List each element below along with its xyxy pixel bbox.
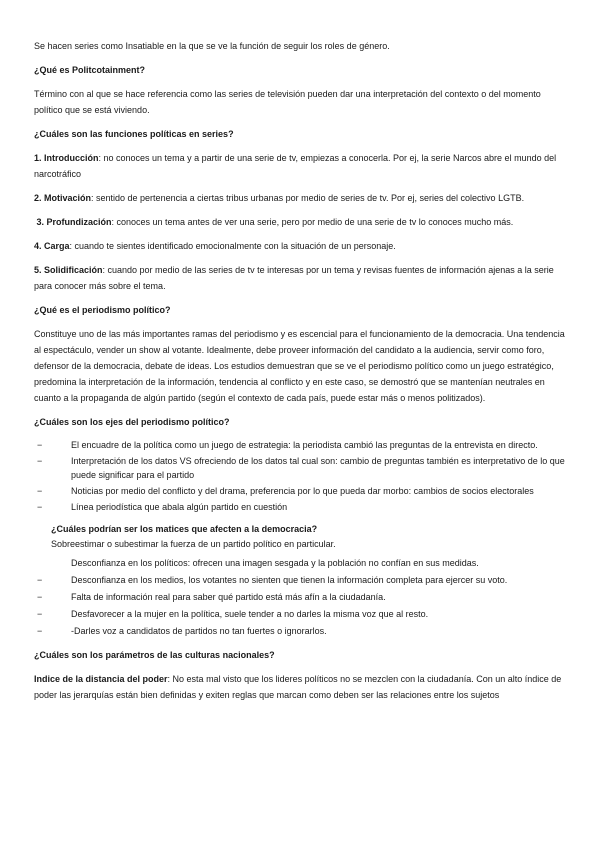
list-item: − El encuadre de la política como un juego de estrategia: la periodista cambió las preguntas de la entrevista en directo. bbox=[37, 440, 538, 450]
funcion-item bbox=[34, 262, 569, 294]
dash-marker: − bbox=[37, 440, 43, 450]
question-matices: ¿Cuáles podrían ser los matices que afecten a la democracia? bbox=[51, 524, 318, 534]
matices-section bbox=[34, 522, 569, 552]
funcion-text: : no conoces un tema y a partir de una serie de tv, empiezas a conocerla. Por ej, la serie Narcos abre el mundo del narcotráfico bbox=[34, 153, 557, 179]
funcion-text: : cuando por medio de las series de tv te interesas por un tema y revisas fuentes de información ajenas a la serie para conocer más sobre el tema. bbox=[34, 265, 554, 291]
question-politcotainment: ¿Qué es Politcotainment? bbox=[34, 65, 146, 75]
list-item: − -Darles voz a candidatos de partidos no tan fuertes o ignorarlos. bbox=[37, 626, 327, 636]
intro-paragraph: Se hacen series como Insatiable en la que se ve la función de seguir los roles de género. bbox=[34, 41, 390, 51]
funciones-list bbox=[34, 150, 569, 294]
funcion-label: 2. Motivación bbox=[34, 193, 92, 203]
list-item: − Interpretación de los datos VS ofreciendo de los datos tal cual son: cambio de preguntas también es interpretativo de lo que puede significar para el partido bbox=[37, 456, 565, 480]
list-item: − Desfavorecer a la mujer en la política, suele tender a no darles la misma voz que al resto. bbox=[37, 609, 429, 619]
question-ejes: ¿Cuáles son los ejes del periodismo político? bbox=[34, 417, 230, 427]
dash-marker: − bbox=[37, 486, 43, 496]
answer-politcotainment: Término con al que se hace referencia como las series de televisión pueden dar una interpretación del contexto o del momento político que se está viviendo. bbox=[34, 89, 541, 115]
funcion-label: 1. Introducción bbox=[34, 153, 99, 163]
list-item: − Desconfianza en los medios, los votantes no sienten que tienen la información completa para ejercer su voto. bbox=[37, 575, 508, 585]
ejes-list bbox=[34, 438, 569, 514]
dash-marker: − bbox=[37, 502, 43, 512]
funcion-item bbox=[34, 238, 569, 254]
funcion-label: 4. Carga bbox=[34, 241, 70, 251]
funcion-item bbox=[34, 150, 569, 182]
funcion-text: : cuando te sientes identificado emocionalmente con la situación de un personaje. bbox=[69, 241, 396, 251]
answer-parametros bbox=[34, 671, 569, 703]
funcion-label: 3. Profundización bbox=[34, 217, 112, 227]
question-periodismo: ¿Qué es el periodismo político? bbox=[34, 305, 171, 315]
question-parametros: ¿Cuáles son los parámetros de las culturas nacionales? bbox=[34, 650, 275, 660]
question-funciones: ¿Cuáles son las funciones políticas en series? bbox=[34, 129, 234, 139]
funcion-label: 5. Solidificación bbox=[34, 265, 103, 275]
parametro-text: : No esta mal visto que los lideres políticos no se mezclen con la ciudadanía. Con un alto índice de poder las jerarquías están bien definidas y exiten reglas que marcan como deben ser las relaciones entre los sujetos bbox=[34, 674, 562, 700]
funcion-item bbox=[34, 214, 569, 230]
funcion-item bbox=[34, 190, 569, 206]
list-item: Desconfianza en los políticos: ofrecen una imagen sesgada y la población no confían en sus medidas. bbox=[71, 558, 479, 568]
answer-matices: Sobreestimar o subestimar la fuerza de un partido político en particular. bbox=[51, 539, 336, 549]
matices-list bbox=[34, 555, 569, 639]
answer-periodismo: Constituye uno de las más importantes ramas del periodismo y es escencial para el funcionamiento de la democracia. Una tendencia al espectáculo, vender un show al votante. Idealmente, debe proveer información del candidato a la audiencia, servir como foro, defensor de la democracia, debate de ideas. Los estudios demuestran que se ve el periodismo político como un juego estratégico, predomina la interpretación de la información, tendencia al conflicto y en este caso, se demostró que se mantenían neutrales en cuanto a la propaganda de algún partido (según el contexto de cada país, puede estar más o menos politizados). bbox=[34, 329, 565, 403]
dash-marker: − bbox=[37, 456, 43, 466]
list-item: − Línea periodística que abala algún partido en cuestión bbox=[37, 502, 288, 512]
list-item: − Noticias por medio del conflicto y del drama, preferencia por lo que pueda dar morbo: cambios de socios electorales bbox=[37, 486, 534, 496]
funcion-text: : sentido de pertenencia a ciertas tribus urbanas por medio de series de tv. Por ej, series del colectivo LGTB. bbox=[91, 193, 525, 203]
parametro-label: Indice de la distancia del poder bbox=[34, 674, 168, 684]
funcion-text: : conoces un tema antes de ver una serie, pero por medio de una serie de tv lo conoces mucho más. bbox=[111, 217, 514, 227]
list-item: − Falta de información real para saber qué partido está más afín a la ciudadanía. bbox=[37, 592, 386, 602]
